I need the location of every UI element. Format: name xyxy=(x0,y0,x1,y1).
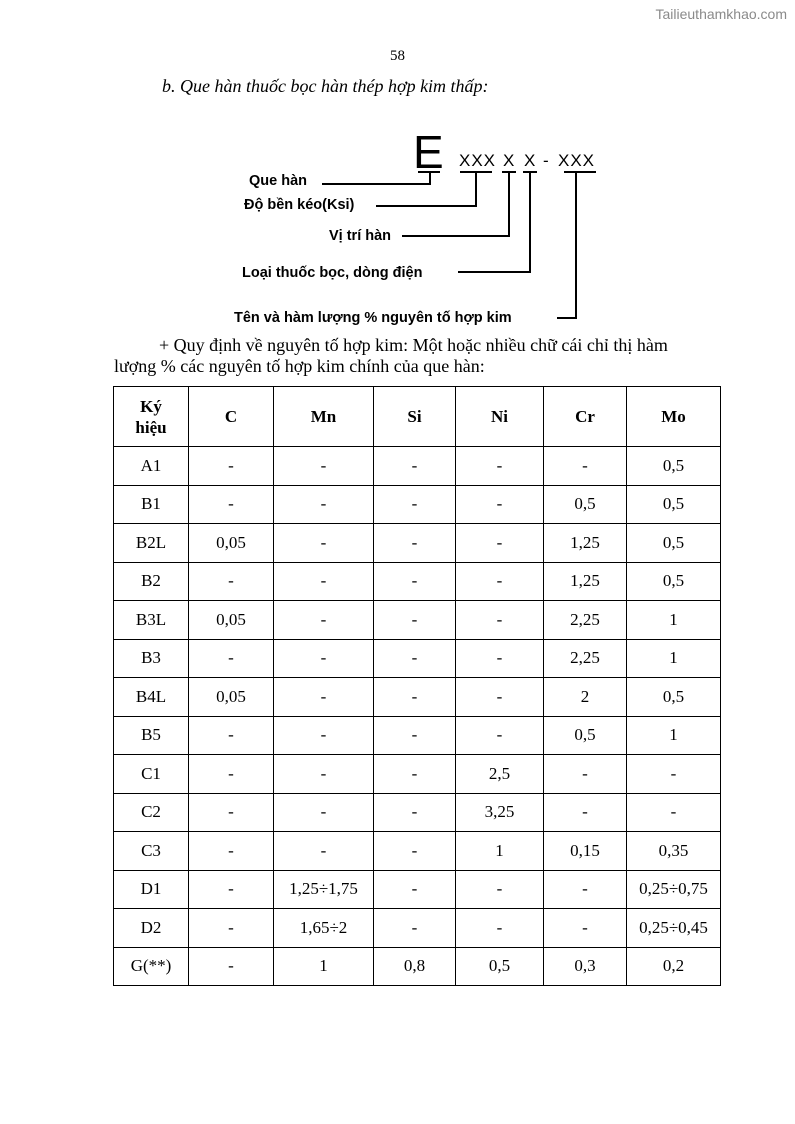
table-cell: - xyxy=(189,447,274,486)
table-cell: - xyxy=(189,832,274,871)
table-cell: 1 xyxy=(274,947,374,986)
table-cell: - xyxy=(189,562,274,601)
diagram-code-4: XXX xyxy=(558,151,596,170)
table-cell: - xyxy=(374,562,456,601)
table-cell: - xyxy=(274,755,374,794)
table-cell: - xyxy=(544,447,627,486)
row-symbol-cell: B3L xyxy=(114,601,189,640)
column-header: Ký hiệu xyxy=(114,387,189,447)
table-row xyxy=(114,447,721,486)
row-symbol-cell: D2 xyxy=(114,909,189,948)
table-cell: - xyxy=(544,793,627,832)
table-cell: - xyxy=(189,793,274,832)
table-cell: - xyxy=(456,485,544,524)
table-cell: - xyxy=(189,755,274,794)
table-cell: - xyxy=(544,909,627,948)
table-cell: - xyxy=(374,755,456,794)
table-cell: - xyxy=(456,447,544,486)
table-cell: - xyxy=(374,485,456,524)
table-row xyxy=(114,716,721,755)
row-symbol-cell: B2 xyxy=(114,562,189,601)
table-cell: - xyxy=(456,562,544,601)
watermark: Tailieuthamkhao.com xyxy=(655,6,787,22)
section-heading: b. Que hàn thuốc bọc hàn thép hợp kim thấp: xyxy=(162,76,489,96)
table-cell: 1,25 xyxy=(544,524,627,563)
table-cell: - xyxy=(374,832,456,871)
table-row xyxy=(114,870,721,909)
diagram-label-do-ben-keo: Độ bền kéo(Ksi) xyxy=(244,197,355,213)
table-row xyxy=(114,832,721,871)
table-cell: - xyxy=(456,716,544,755)
table-row xyxy=(114,947,721,986)
table-cell: - xyxy=(456,909,544,948)
column-header: Mo xyxy=(627,387,721,447)
paragraph-line-2: lượng % các nguyên tố hợp kim chính của que hàn: xyxy=(114,356,485,376)
table-cell: 2,5 xyxy=(456,755,544,794)
table-cell: - xyxy=(374,601,456,640)
table-cell: - xyxy=(374,716,456,755)
table-cell: - xyxy=(456,601,544,640)
table-cell: 1 xyxy=(627,639,721,678)
table-cell: 1,25 xyxy=(544,562,627,601)
table-cell: - xyxy=(274,716,374,755)
table-cell: 1 xyxy=(627,601,721,640)
table-body xyxy=(114,447,721,986)
table-cell: - xyxy=(274,601,374,640)
table-cell: - xyxy=(374,524,456,563)
table-cell: 0,15 xyxy=(544,832,627,871)
diagram-label-vi-tri-han: Vị trí hàn xyxy=(329,228,392,244)
table-cell: - xyxy=(189,870,274,909)
table-cell: 0,25÷0,45 xyxy=(627,909,721,948)
table-cell: 0,5 xyxy=(627,562,721,601)
diagram-letter-e: E xyxy=(413,126,444,178)
table-row xyxy=(114,639,721,678)
paragraph-line-1: + Quy định về nguyên tố hợp kim: Một hoặc nhiều chữ cái chỉ thị hàm xyxy=(159,335,668,355)
table-cell: 2,25 xyxy=(544,639,627,678)
row-symbol-cell: C1 xyxy=(114,755,189,794)
table-cell: 0,05 xyxy=(189,678,274,717)
table-cell: - xyxy=(189,716,274,755)
table-row xyxy=(114,562,721,601)
table-row xyxy=(114,524,721,563)
column-header: Mn xyxy=(274,387,374,447)
table-cell: - xyxy=(456,524,544,563)
row-symbol-cell: C2 xyxy=(114,793,189,832)
table-cell: - xyxy=(374,909,456,948)
diagram-code-3: X xyxy=(524,151,537,170)
table-cell: - xyxy=(374,639,456,678)
row-symbol-cell: B1 xyxy=(114,485,189,524)
table-cell: - xyxy=(374,447,456,486)
table-cell: - xyxy=(274,447,374,486)
table-cell: 1 xyxy=(456,832,544,871)
table-header-row xyxy=(114,387,721,447)
table-cell: - xyxy=(274,832,374,871)
diagram-label-que-han: Que hàn xyxy=(249,173,308,189)
row-symbol-cell: G(**) xyxy=(114,947,189,986)
table-cell: - xyxy=(456,639,544,678)
row-symbol-cell: B2L xyxy=(114,524,189,563)
row-symbol-cell: A1 xyxy=(114,447,189,486)
table-cell: 0,5 xyxy=(627,524,721,563)
table-cell: - xyxy=(189,909,274,948)
table-cell: - xyxy=(274,639,374,678)
table-cell: - xyxy=(456,678,544,717)
page-number: 58 xyxy=(390,48,405,64)
table-cell: 1,25÷1,75 xyxy=(274,870,374,909)
table-row xyxy=(114,755,721,794)
diagram-code-2: X xyxy=(503,151,516,170)
table-cell: 2,25 xyxy=(544,601,627,640)
table-cell: 0,5 xyxy=(456,947,544,986)
table-cell: 0,5 xyxy=(627,678,721,717)
table-cell: - xyxy=(274,793,374,832)
table-row xyxy=(114,678,721,717)
table-cell: 1,65÷2 xyxy=(274,909,374,948)
alloy-element-table xyxy=(113,386,721,986)
table-cell: 0,25÷0,75 xyxy=(627,870,721,909)
column-header: Ni xyxy=(456,387,544,447)
table-cell: 0,5 xyxy=(544,716,627,755)
table-cell: 1 xyxy=(627,716,721,755)
table-cell: 0,5 xyxy=(627,485,721,524)
table-cell: 0,3 xyxy=(544,947,627,986)
electrode-code-diagram xyxy=(0,0,795,335)
table-cell: - xyxy=(374,870,456,909)
table-cell: - xyxy=(274,524,374,563)
table-cell: - xyxy=(544,755,627,794)
table-cell: 0,5 xyxy=(544,485,627,524)
diagram-label-loai-thuoc-boc: Loại thuốc bọc, dòng điện xyxy=(242,265,423,281)
row-symbol-cell: B5 xyxy=(114,716,189,755)
column-header: C xyxy=(189,387,274,447)
table-cell: - xyxy=(274,678,374,717)
table-row xyxy=(114,601,721,640)
alloy-rule-paragraph xyxy=(114,335,734,377)
table-cell: - xyxy=(544,870,627,909)
table-cell: 0,35 xyxy=(627,832,721,871)
diagram-dash: - xyxy=(543,151,550,170)
table-cell: 3,25 xyxy=(456,793,544,832)
row-symbol-cell: B3 xyxy=(114,639,189,678)
row-symbol-cell: D1 xyxy=(114,870,189,909)
table-cell: - xyxy=(274,485,374,524)
diagram-code-1: XXX xyxy=(459,151,497,170)
table-cell: - xyxy=(189,485,274,524)
table-cell: - xyxy=(189,639,274,678)
table-cell: - xyxy=(627,755,721,794)
table-cell: 0,2 xyxy=(627,947,721,986)
table-cell: - xyxy=(189,947,274,986)
row-symbol-cell: B4L xyxy=(114,678,189,717)
row-symbol-cell: C3 xyxy=(114,832,189,871)
table-cell: - xyxy=(374,678,456,717)
table-cell: - xyxy=(374,793,456,832)
table-cell: 2 xyxy=(544,678,627,717)
table-cell: - xyxy=(627,793,721,832)
table-row xyxy=(114,485,721,524)
table-cell: 0,5 xyxy=(627,447,721,486)
table-cell: 0,8 xyxy=(374,947,456,986)
table-cell: - xyxy=(274,562,374,601)
table-cell: - xyxy=(456,870,544,909)
diagram-label-ten-ham-luong: Tên và hàm lượng % nguyên tố hợp kim xyxy=(234,310,512,326)
table-cell: 0,05 xyxy=(189,601,274,640)
table-row xyxy=(114,909,721,948)
table-cell: 0,05 xyxy=(189,524,274,563)
column-header: Cr xyxy=(544,387,627,447)
column-header: Si xyxy=(374,387,456,447)
table-row xyxy=(114,793,721,832)
